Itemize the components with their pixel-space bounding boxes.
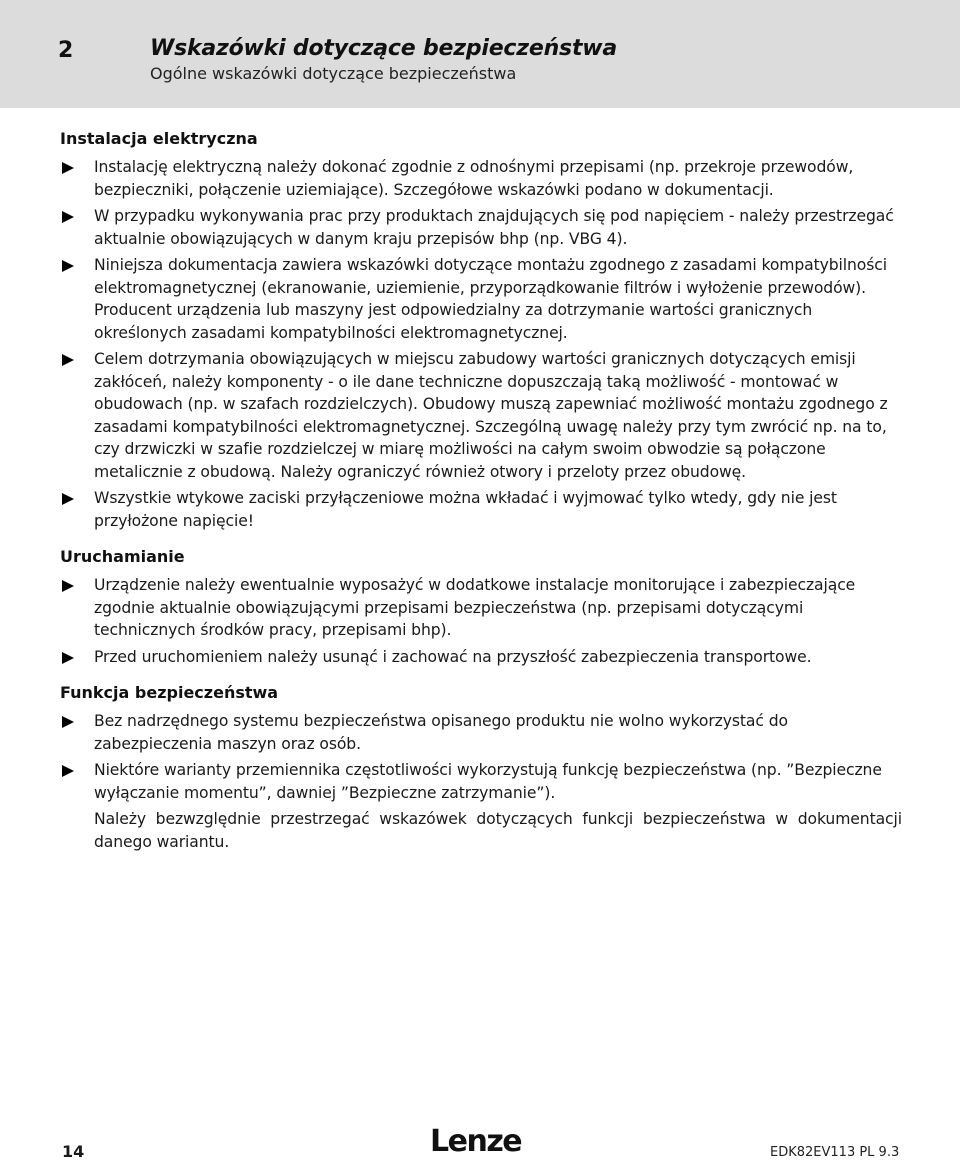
list-item <box>60 254 902 344</box>
bullet-arrow-icon <box>62 493 74 505</box>
list-item <box>60 646 902 669</box>
list-item-text: W przypadku wykonywania prac przy produktach znajdujących się pod napięciem - należy przestrzegać aktualnie obowiązujących w danym kraju przepisów bhp (np. VBG 4). <box>94 207 894 248</box>
bullet-arrow-icon <box>62 162 74 174</box>
list-item-text: Celem dotrzymania obowiązujących w miejscu zabudowy wartości granicznych dotyczących emisji zakłóceń, należy komponenty - o ile dane techniczne dopuszczają taką możliwość - montować w obudowach (np. w szafach rozdzielczych). Obudowy muszą zapewniać możliwość montażu zgodnego z zasadami kompatybilności elektromagnetycznej. Szczególną uwagę należy przy tym zwrócić np. na to, czy drzwiczki w szafie rozdzielczej w miarę możliwości na całym swoim obwodzie są połączone metalicznie z obudową. Należy ograniczyć również otwory i przeloty przez obudowę. <box>94 350 888 481</box>
section-heading: Instalacja elektryczna <box>60 129 258 148</box>
lenze-logo: Lenze <box>430 1124 522 1159</box>
document-code: EDK82EV113 PL 9.3 <box>770 1145 900 1160</box>
chapter-number: 2 <box>58 38 74 63</box>
bullet-arrow-icon <box>62 211 74 223</box>
list-item <box>60 759 902 804</box>
list-item-text: Niektóre warianty przemiennika częstotliwości wykorzystują funkcję bezpieczeństwa (np. ”Bezpieczne wyłączanie momentu”, dawniej ”Bezpieczne zatrzymanie”). <box>94 761 882 802</box>
chapter-subtitle: Ogólne wskazówki dotyczące bezpieczeństwa <box>150 64 517 83</box>
bullet-arrow-icon <box>62 354 74 366</box>
list-item <box>60 156 902 201</box>
bullet-arrow-icon <box>62 765 74 777</box>
section-heading: Uruchamianie <box>60 547 185 566</box>
list-item-text: Niniejsza dokumentacja zawiera wskazówki dotyczące montażu zgodnego z zasadami kompatybilności elektromagnetycznej (ekranowanie, uziemienie, przyporządkowanie filtrów i wyłożenie przewodów). Producent urządzenia lub maszyny jest odpowiedzialny za dotrzymanie wartości granicznych określonych zasadami kompatybilności elektromagnetycznej. <box>94 256 887 342</box>
list-item <box>60 348 902 483</box>
bullet-arrow-icon <box>62 652 74 664</box>
list-item <box>60 487 902 532</box>
section-electrical-installation <box>60 128 902 532</box>
page-number: 14 <box>62 1142 85 1161</box>
bullet-arrow-icon <box>62 260 74 272</box>
section-safety-function <box>60 682 902 853</box>
document-body <box>60 128 902 867</box>
list-item-text: Instalację elektryczną należy dokonać zgodnie z odnośnymi przepisami (np. przekroje przewodów, bezpieczniki, połączenie uziemiające). Szczegółowe wskazówki podano w dokumentacji. <box>94 158 854 199</box>
bullet-arrow-icon <box>62 580 74 592</box>
list-item-text: Przed uruchomieniem należy usunąć i zachować na przyszłość zabezpieczenia transportowe. <box>94 647 812 666</box>
section-heading: Funkcja bezpieczeństwa <box>60 683 279 702</box>
list-item <box>60 710 902 755</box>
list-item <box>60 205 902 250</box>
safety-note: Należy bezwzględnie przestrzegać wskazówek dotyczących funkcji bezpieczeństwa w dokumentacji danego wariantu. <box>94 810 902 851</box>
list-item-text: Bez nadrzędnego systemu bezpieczeństwa opisanego produktu nie wolno wykorzystać do zabezpieczenia maszyn oraz osób. <box>94 712 788 753</box>
section-commissioning <box>60 546 902 668</box>
chapter-header <box>0 0 960 108</box>
chapter-title: Wskazówki dotyczące bezpieczeństwa <box>150 36 618 61</box>
list-item <box>60 574 902 642</box>
list-item-text: Urządzenie należy ewentualnie wyposażyć w dodatkowe instalacje monitorujące i zabezpieczające zgodnie aktualnie obowiązującymi przepisami bezpieczeństwa (np. przepisami dotyczącymi technicznych środków pracy, przepisami bhp). <box>94 576 856 639</box>
bullet-arrow-icon <box>62 716 74 728</box>
list-item-text: Wszystkie wtykowe zaciski przyłączeniowe można wkładać i wyjmować tylko wtedy, gdy nie jest przyłożone napięcie! <box>94 489 837 530</box>
